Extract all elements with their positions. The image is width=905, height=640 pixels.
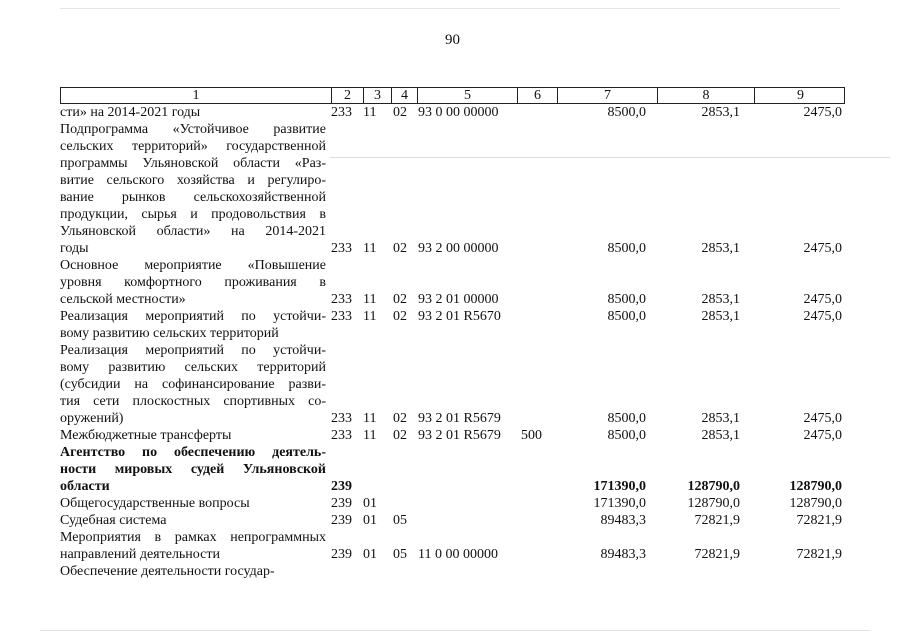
row-description (60, 257, 326, 308)
table-body (60, 104, 845, 580)
cell-c5: 93 0 00 00000 (418, 105, 499, 120)
cell-c7: 8500,0 (607, 105, 646, 120)
table-header (60, 87, 845, 104)
cell-c3: 11 (363, 411, 377, 426)
row-description (60, 121, 326, 257)
description-line: Мероприятия в рамках непрограммных (60, 530, 326, 545)
description-line: программы Ульяновской области «Раз- (60, 156, 326, 171)
cell-c8: 128790,0 (687, 496, 740, 511)
description-line: продукции, сырья и продовольствия в (60, 207, 326, 222)
cell-c9: 2475,0 (803, 309, 842, 324)
header-cell-2: 2 (332, 88, 364, 103)
cell-c3: 11 (363, 428, 377, 443)
cell-c9: 72821,9 (796, 513, 842, 528)
row-description (60, 444, 326, 495)
header-cell-6: 6 (518, 88, 558, 103)
cell-c9: 2475,0 (803, 292, 842, 307)
description-line: Ульяновской области» на 2014-2021 (60, 224, 326, 239)
row-description (60, 308, 326, 342)
cell-c8: 72821,9 (694, 547, 740, 562)
cell-c3: 01 (363, 547, 377, 562)
description-line: Обеспечение деятельности государ- (60, 564, 275, 579)
cell-c2: 233 (331, 241, 352, 256)
cell-c3: 11 (363, 105, 377, 120)
cell-c9: 2475,0 (803, 105, 842, 120)
header-cell-7: 7 (558, 88, 658, 103)
header-cell-9: 9 (797, 88, 804, 103)
description-line: Реализация мероприятий по устойчи- (60, 343, 326, 358)
row-description (60, 563, 326, 580)
cell-c7: 8500,0 (607, 309, 646, 324)
description-line: вание рынков сельскохозяйственной (60, 190, 326, 205)
description-line: годы (60, 241, 89, 256)
cell-c4: 02 (393, 309, 407, 324)
cell-c4: 05 (393, 513, 407, 528)
row-description (60, 529, 326, 563)
description-line: оружений) (60, 411, 124, 426)
header-cell-5: 5 (418, 88, 518, 103)
description-line: витие сельского хозяйства и регулиро- (60, 173, 326, 188)
cell-c5: 93 2 01 R5679 (418, 428, 501, 443)
cell-c3: 01 (363, 496, 377, 511)
cell-c7: 171390,0 (593, 479, 646, 494)
header-cell-4: 4 (392, 88, 418, 103)
header-cell-1: 1 (61, 88, 332, 103)
cell-c4: 02 (393, 105, 407, 120)
cell-c6: 500 (521, 428, 542, 443)
cell-c5: 93 2 01 R5670 (418, 309, 501, 324)
table-row (60, 512, 845, 529)
budget-table (60, 87, 845, 580)
cell-c2: 233 (331, 105, 352, 120)
cell-c4: 02 (393, 428, 407, 443)
description-line: уровня комфортного проживания в (60, 275, 326, 290)
cell-c7: 8500,0 (607, 292, 646, 307)
scan-noise-bottom (40, 630, 870, 631)
table-row (60, 563, 845, 580)
cell-c8: 2853,1 (701, 428, 740, 443)
cell-c9: 128790,0 (789, 496, 842, 511)
cell-c8: 2853,1 (701, 105, 740, 120)
cell-c9: 128790,0 (789, 479, 842, 494)
cell-c3: 11 (363, 292, 377, 307)
cell-c5: 93 2 00 00000 (418, 241, 499, 256)
cell-c2: 233 (331, 411, 352, 426)
table-row (60, 121, 845, 257)
description-line: направлений деятельности (60, 547, 220, 562)
description-line: Судебная система (60, 513, 167, 528)
table-row (60, 529, 845, 563)
cell-c7: 89483,3 (600, 547, 646, 562)
cell-c7: 89483,3 (600, 513, 646, 528)
cell-c5: 11 0 00 00000 (418, 547, 498, 562)
cell-c9: 2475,0 (803, 428, 842, 443)
scan-noise-top (60, 8, 840, 9)
cell-c9: 72821,9 (796, 547, 842, 562)
cell-c7: 8500,0 (607, 241, 646, 256)
cell-c4: 02 (393, 411, 407, 426)
cell-c8: 128790,0 (687, 479, 740, 494)
table-row (60, 257, 845, 308)
row-description (60, 512, 326, 529)
cell-c2: 239 (331, 479, 352, 494)
cell-c7: 171390,0 (593, 496, 646, 511)
description-line: Подпрограмма «Устойчивое развитие (60, 122, 326, 137)
cell-c2: 239 (331, 513, 352, 528)
row-description (60, 342, 326, 427)
cell-c2: 233 (331, 292, 352, 307)
page-number: 90 (445, 32, 460, 48)
table-row (60, 495, 845, 512)
cell-c7: 8500,0 (607, 428, 646, 443)
header-cell-8: 8 (658, 88, 755, 103)
table-row (60, 342, 845, 427)
cell-c2: 239 (331, 496, 352, 511)
cell-c8: 2853,1 (701, 411, 740, 426)
description-line: тия сети плоскостных спортивных со- (60, 394, 326, 409)
description-line: ности мировых судей Ульяновской (60, 462, 326, 477)
description-line: сти» на 2014-2021 годы (60, 105, 201, 120)
cell-c3: 01 (363, 513, 377, 528)
table-row (60, 444, 845, 495)
cell-c3: 11 (363, 309, 377, 324)
description-line: Общегосударственные вопросы (60, 496, 250, 511)
description-line: Межбюджетные трансферты (60, 428, 232, 443)
cell-c5: 93 2 01 R5679 (418, 411, 501, 426)
row-description (60, 104, 326, 121)
table-row (60, 427, 845, 444)
description-line: сельских территорий» государственной (60, 139, 326, 154)
cell-c7: 8500,0 (607, 411, 646, 426)
cell-c2: 239 (331, 547, 352, 562)
row-description (60, 427, 326, 444)
row-description (60, 495, 326, 512)
cell-c4: 02 (393, 292, 407, 307)
description-line: области (60, 479, 110, 494)
cell-c2: 233 (331, 428, 352, 443)
description-line: (субсидии на софинансирование разви- (60, 377, 326, 392)
description-line: Агентство по обеспечению деятель- (60, 445, 326, 460)
cell-c2: 233 (331, 309, 352, 324)
cell-c8: 2853,1 (701, 309, 740, 324)
cell-c3: 11 (363, 241, 377, 256)
cell-c8: 2853,1 (701, 292, 740, 307)
cell-c8: 2853,1 (701, 241, 740, 256)
scan-noise-mid (330, 157, 890, 158)
cell-c8: 72821,9 (694, 513, 740, 528)
cell-c9: 2475,0 (803, 241, 842, 256)
cell-c4: 05 (393, 547, 407, 562)
description-line: Основное мероприятие «Повышение (60, 258, 326, 273)
table-row (60, 308, 845, 342)
header-cell-3: 3 (364, 88, 392, 103)
table-row (60, 104, 845, 121)
description-line: вому развитию сельских территорий (60, 326, 279, 341)
description-line: сельской местности» (60, 292, 186, 307)
cell-c5: 93 2 01 00000 (418, 292, 499, 307)
cell-c9: 2475,0 (803, 411, 842, 426)
description-line: Реализация мероприятий по устойчи- (60, 309, 326, 324)
cell-c4: 02 (393, 241, 407, 256)
description-line: вому развитию сельских территорий (60, 360, 326, 375)
